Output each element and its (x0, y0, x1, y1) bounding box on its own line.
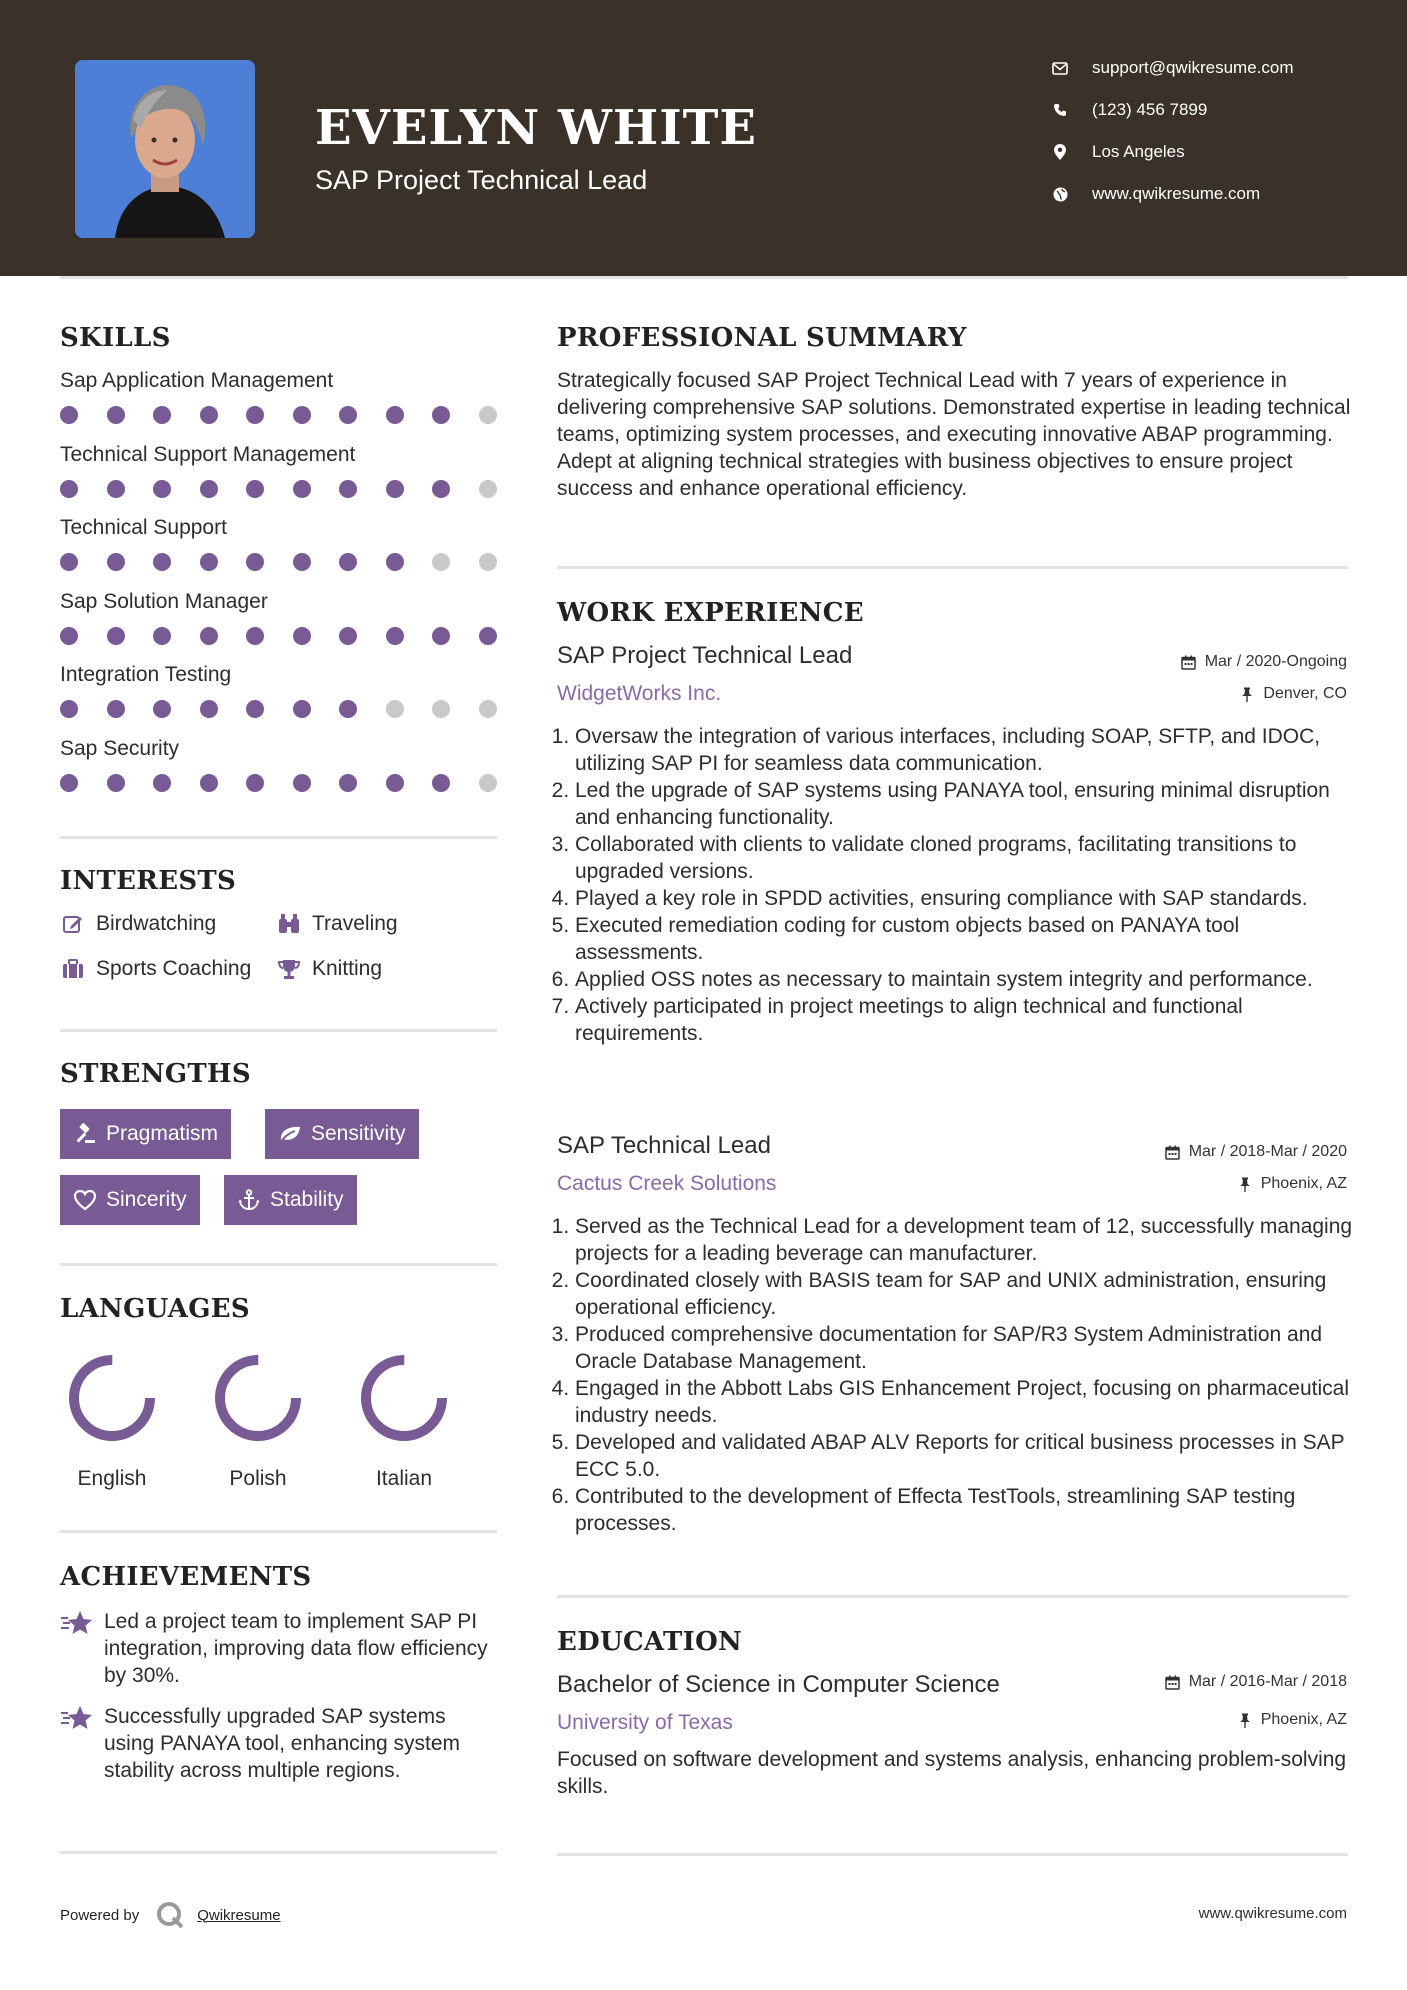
rating-dot-filled (293, 700, 311, 718)
skill-rating (60, 406, 525, 424)
anchor-icon (236, 1187, 262, 1213)
skill-rating (60, 480, 525, 498)
map-pin-icon (1050, 142, 1070, 162)
language-item (203, 1348, 313, 1491)
candidate-name: EVELYN WHITE (315, 100, 757, 156)
languages-heading: LANGUAGES (60, 1294, 250, 1324)
strength-badge-pragmatism (60, 1109, 231, 1159)
job-bullet: 1. Served as the Technical Lead for a development team of 12, successfully managing projects for a leading beverage can manufacturer. (575, 1213, 1357, 1267)
rating-dot-filled (246, 700, 264, 718)
phone-icon (1050, 100, 1070, 120)
interest-label: Traveling (312, 912, 398, 935)
job-bullet: 3. Collaborated with clients to validate cloned programs, facilitating transitions to upgraded versions. (575, 831, 1357, 885)
language-label: English (77, 1467, 147, 1490)
strengths-divider (60, 1263, 497, 1266)
rating-dot-filled (153, 406, 171, 424)
trophy-icon (276, 956, 302, 982)
education-location-text: Phoenix, AZ (1260, 1711, 1347, 1728)
contact-website-text: www.qwikresume.com (1092, 184, 1261, 203)
language-item (57, 1348, 167, 1491)
rating-dot-filled (246, 774, 264, 792)
rating-dot-filled (246, 553, 264, 571)
skill-label: Sap Application Management (60, 369, 334, 392)
strengths-heading: STRENGTHS (60, 1059, 251, 1089)
candidate-title: SAP Project Technical Lead (315, 165, 648, 195)
rating-dot-filled (386, 627, 404, 645)
rating-dot-filled (153, 480, 171, 498)
education-dates (1164, 1673, 1347, 1691)
summary-text: Strategically focused SAP Project Technical Lead with 7 years of experience in delivering comprehensive SAP solutions. Demonstrated expertise in leading technical teams, optimizing system processes, and executing innovative ABAP programming. Adept at aligning technical strategies with business objectives to ensure project success and enhance operational efficiency. (557, 369, 1351, 500)
rating-dot-filled (479, 627, 497, 645)
experience-heading: WORK EXPERIENCE (557, 598, 864, 628)
strength-label: Sensitivity (311, 1122, 406, 1145)
contact-website[interactable] (1050, 184, 1370, 204)
job-title: SAP Technical Lead (557, 1132, 771, 1159)
rating-dot-filled (60, 700, 78, 718)
skills-heading: SKILLS (60, 323, 171, 353)
rating-dot-filled (60, 553, 78, 571)
rating-dot-filled (339, 480, 357, 498)
job-bullet: 4. Played a key role in SPDD activities, ensuring compliance with SAP standards. (575, 885, 1357, 912)
job-bullet: 5. Executed remediation coding for custom objects based on PANAYA tool assessments. (575, 912, 1357, 966)
rating-dot-filled (107, 700, 125, 718)
skill-rating (60, 700, 525, 718)
rating-dot-filled (153, 774, 171, 792)
education-location (1236, 1711, 1347, 1729)
strength-label: Stability (270, 1188, 344, 1211)
rating-dot-filled (107, 553, 125, 571)
rating-dot-filled (60, 480, 78, 498)
achievement-item (60, 1703, 500, 1784)
header-divider (60, 276, 1348, 279)
education-school: University of Texas (557, 1711, 733, 1734)
skill-label: Integration Testing (60, 663, 232, 686)
footer-powered-by (60, 1900, 281, 1930)
rating-dot-filled (293, 627, 311, 645)
rating-dot-filled (107, 627, 125, 645)
languages-divider (60, 1530, 497, 1533)
job-bullet: 2. Coordinated closely with BASIS team for SAP and UNIX administration, ensuring operational efficiency. (575, 1267, 1357, 1321)
interest-label: Sports Coaching (96, 957, 252, 980)
interests-divider (60, 1029, 497, 1032)
rating-dot-filled (386, 480, 404, 498)
interest-sports-coaching (60, 956, 251, 982)
language-progress-ring (349, 1348, 459, 1448)
profile-photo (75, 60, 255, 238)
rating-dot-filled (200, 774, 218, 792)
interests-heading: INTERESTS (60, 866, 237, 896)
job-bullet: 2. Led the upgrade of SAP systems using PANAYA tool, ensuring minimal disruption and enhancing functionality. (575, 777, 1357, 831)
achievement-text: Led a project team to implement SAP PI integration, improving data flow efficiency by 30%. (104, 1610, 488, 1687)
strength-badge-stability (224, 1175, 357, 1225)
contact-location-text: Los Angeles (1092, 142, 1185, 161)
star-icon (60, 1608, 94, 1638)
education-degree: Bachelor of Science in Computer Science (557, 1671, 1000, 1698)
achievement-text: Successfully upgraded SAP systems using PANAYA tool, enhancing system stability across multiple regions. (104, 1705, 461, 1782)
rating-dot-empty (479, 774, 497, 792)
powered-by-text: Powered by (60, 1906, 140, 1924)
rating-dot-empty (479, 700, 497, 718)
rating-dot-filled (246, 627, 264, 645)
achievements-divider (60, 1851, 497, 1854)
binoculars-icon (276, 911, 302, 937)
contact-email-text: support@qwikresume.com (1092, 58, 1294, 77)
job-location-text: Phoenix, AZ (1260, 1175, 1347, 1192)
rating-dot-filled (432, 774, 450, 792)
rating-dot-filled (293, 480, 311, 498)
interest-traveling (276, 911, 398, 937)
skill-rating (60, 774, 525, 792)
rating-dot-filled (200, 406, 218, 424)
interest-birdwatching (60, 911, 216, 937)
pushpin-icon (1238, 685, 1256, 703)
qwikresume-logo-icon (155, 1900, 185, 1930)
rating-dot-filled (293, 553, 311, 571)
rating-dot-empty (386, 700, 404, 718)
pushpin-icon (1236, 1175, 1254, 1193)
header-band (0, 0, 1407, 276)
rating-dot-empty (432, 700, 450, 718)
rating-dot-filled (246, 480, 264, 498)
job-location (1238, 685, 1347, 703)
job-bullets (557, 723, 1357, 1047)
qwikresume-link[interactable]: Qwikresume (197, 1906, 281, 1924)
rating-dot-empty (479, 480, 497, 498)
job-bullet: 5. Developed and validated ABAP ALV Reports for critical business processes in SAP ECC 5.0. (575, 1429, 1357, 1483)
job-company: Cactus Creek Solutions (557, 1172, 777, 1195)
job-bullet: 6. Applied OSS notes as necessary to maintain system integrity and performance. (575, 966, 1357, 993)
envelope-icon (1050, 58, 1070, 78)
rating-dot-filled (386, 774, 404, 792)
job-bullet: 1. Oversaw the integration of various interfaces, including SOAP, SFTP, and IDOC, utilizing SAP PI for seamless data communication. (575, 723, 1357, 777)
rating-dot-filled (60, 627, 78, 645)
skill-label: Technical Support Management (60, 442, 356, 466)
briefcase-icon (60, 956, 86, 982)
calendar-icon (1164, 1673, 1182, 1691)
strength-badge-sensitivity (265, 1109, 419, 1159)
summary-divider (557, 566, 1348, 569)
rating-dot-filled (246, 406, 264, 424)
achievement-item (60, 1608, 500, 1689)
rating-dot-filled (293, 406, 311, 424)
skill-rating (60, 627, 525, 645)
job-dates-text: Mar / 2018-Mar / 2020 (1188, 1143, 1347, 1160)
skill-label: Sap Security (60, 736, 180, 760)
interest-label: Birdwatching (96, 912, 217, 935)
rating-dot-filled (339, 774, 357, 792)
leaf-icon (277, 1121, 303, 1147)
skill-label: Sap Solution Manager (60, 589, 268, 613)
job-location-text: Denver, CO (1263, 685, 1347, 702)
rating-dot-filled (339, 627, 357, 645)
gavel-icon (72, 1121, 98, 1147)
pushpin-icon (1236, 1711, 1254, 1729)
language-progress-ring (203, 1348, 313, 1448)
skills-divider (60, 836, 497, 839)
job-dates (1164, 1143, 1347, 1161)
heart-icon (72, 1187, 98, 1213)
rating-dot-filled (432, 627, 450, 645)
rating-dot-filled (153, 700, 171, 718)
strength-label: Sincerity (106, 1188, 187, 1211)
language-label: Polish (229, 1467, 287, 1490)
language-item (349, 1348, 459, 1491)
rating-dot-empty (479, 553, 497, 571)
rating-dot-empty (479, 406, 497, 424)
rating-dot-filled (200, 700, 218, 718)
rating-dot-filled (200, 627, 218, 645)
strength-label: Pragmatism (106, 1122, 219, 1145)
skill-rating (60, 553, 525, 571)
language-label: Italian (375, 1467, 433, 1490)
rating-dot-filled (200, 553, 218, 571)
skill-label: Technical Support (60, 516, 227, 539)
rating-dot-filled (107, 774, 125, 792)
globe-icon (1050, 184, 1070, 204)
strength-badge-sincerity (60, 1175, 200, 1225)
contact-location (1050, 142, 1370, 162)
rating-dot-filled (60, 774, 78, 792)
star-icon (60, 1703, 94, 1733)
rating-dot-empty (432, 553, 450, 571)
pencil-square-icon (60, 911, 86, 937)
rating-dot-filled (293, 774, 311, 792)
rating-dot-filled (107, 480, 125, 498)
job-bullets (557, 1213, 1357, 1537)
contact-email[interactable] (1050, 58, 1370, 78)
rating-dot-filled (153, 553, 171, 571)
job-bullet: 7. Actively participated in project meetings to align technical and functional requirements. (575, 993, 1357, 1047)
job-location (1236, 1175, 1347, 1193)
education-text: Focused on software development and systems analysis, enhancing problem-solving skills. (557, 1748, 1347, 1798)
footer-site[interactable]: www.qwikresume.com (1198, 1905, 1347, 1922)
contact-phone[interactable] (1050, 100, 1370, 120)
job-dates (1180, 653, 1347, 671)
rating-dot-filled (386, 553, 404, 571)
rating-dot-filled (200, 480, 218, 498)
education-divider (557, 1853, 1348, 1856)
achievements-heading: ACHIEVEMENTS (60, 1562, 312, 1592)
job-company: WidgetWorks Inc. (557, 682, 722, 705)
job-bullet: 4. Engaged in the Abbott Labs GIS Enhancement Project, focusing on pharmaceutical industry needs. (575, 1375, 1357, 1429)
job-dates-text: Mar / 2020-Ongoing (1204, 653, 1347, 670)
rating-dot-filled (60, 406, 78, 424)
rating-dot-filled (153, 627, 171, 645)
language-progress-ring (57, 1348, 167, 1448)
summary-heading: PROFESSIONAL SUMMARY (557, 323, 967, 353)
calendar-icon (1180, 653, 1198, 671)
rating-dot-filled (339, 406, 357, 424)
calendar-icon (1164, 1143, 1182, 1161)
rating-dot-filled (386, 406, 404, 424)
education-heading: EDUCATION (557, 1627, 743, 1657)
job-title: SAP Project Technical Lead (557, 642, 853, 669)
job-bullet: 3. Produced comprehensive documentation for SAP/R3 System Administration and Oracle Database Management. (575, 1321, 1357, 1375)
experience-divider (557, 1595, 1348, 1598)
rating-dot-filled (432, 406, 450, 424)
interest-knitting (276, 956, 382, 982)
rating-dot-filled (432, 480, 450, 498)
interest-label: Knitting (312, 957, 383, 980)
contact-phone-text: (123) 456 7899 (1092, 100, 1208, 119)
rating-dot-filled (339, 553, 357, 571)
rating-dot-filled (107, 406, 125, 424)
job-bullet: 6. Contributed to the development of Effecta TestTools, streamlining SAP testing processes. (575, 1483, 1357, 1537)
rating-dot-filled (339, 700, 357, 718)
education-dates-text: Mar / 2016-Mar / 2018 (1188, 1673, 1347, 1690)
